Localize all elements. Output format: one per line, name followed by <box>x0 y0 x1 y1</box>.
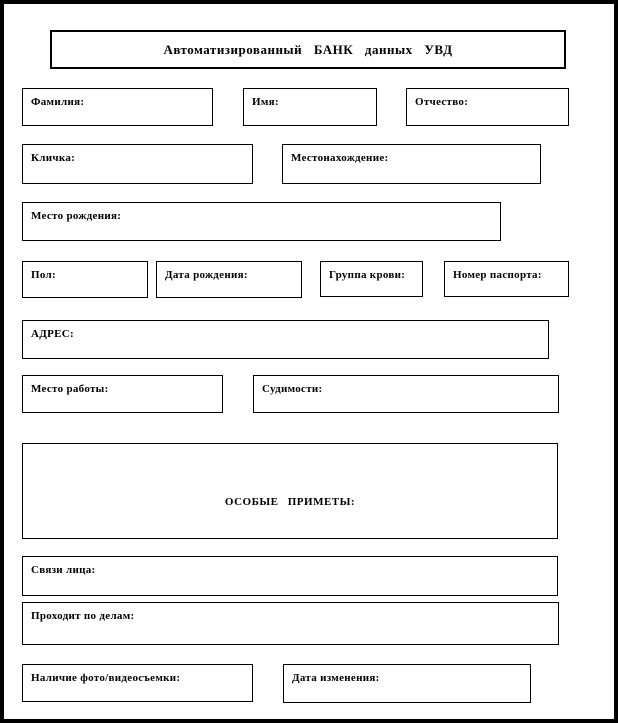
nickname-label: Кличка: <box>31 152 76 164</box>
form-title: Автоматизированный БАНК данных УВД <box>163 41 453 57</box>
birthplace-field[interactable] <box>22 202 501 241</box>
patronymic-label: Отчество: <box>415 96 469 108</box>
blood-type-label: Группа крови: <box>329 269 406 281</box>
appears-in-cases-label: Проходит по делам: <box>31 610 135 622</box>
location-label: Местонахождение: <box>291 152 389 164</box>
form-title-box <box>50 30 566 69</box>
birthdate-field[interactable] <box>156 261 302 298</box>
surname-field[interactable] <box>22 88 213 126</box>
passport-number-field[interactable] <box>444 261 569 297</box>
workplace-label: Место работы: <box>31 383 109 395</box>
surname-label: Фамилия: <box>31 96 85 108</box>
sex-field[interactable] <box>22 261 148 298</box>
blood-type-field[interactable] <box>320 261 423 297</box>
photo-video-label: Наличие фото/видеосъемки: <box>31 672 181 684</box>
first-name-label: Имя: <box>252 96 279 108</box>
nickname-field[interactable] <box>22 144 253 184</box>
appears-in-cases-field[interactable] <box>22 602 559 645</box>
change-date-field[interactable] <box>283 664 531 703</box>
convictions-field[interactable] <box>253 375 559 413</box>
birthplace-label: Место рождения: <box>31 210 122 222</box>
convictions-label: Судимости: <box>262 383 323 395</box>
person-connections-label: Связи лица: <box>31 564 96 576</box>
birthdate-label: Дата рождения: <box>165 269 248 281</box>
first-name-field[interactable] <box>243 88 377 126</box>
sex-label: Пол: <box>31 269 56 281</box>
person-connections-field[interactable] <box>22 556 558 596</box>
workplace-field[interactable] <box>22 375 223 413</box>
location-field[interactable] <box>282 144 541 184</box>
address-field[interactable] <box>22 320 549 359</box>
special-marks-field[interactable] <box>22 443 558 539</box>
patronymic-field[interactable] <box>406 88 569 126</box>
photo-video-field[interactable] <box>22 664 253 702</box>
passport-number-label: Номер паспорта: <box>453 269 542 281</box>
address-label: АДРЕС: <box>31 328 74 340</box>
change-date-label: Дата изменения: <box>292 672 380 684</box>
special-marks-label: ОСОБЫЕ ПРИМЕТЫ: <box>224 496 356 508</box>
